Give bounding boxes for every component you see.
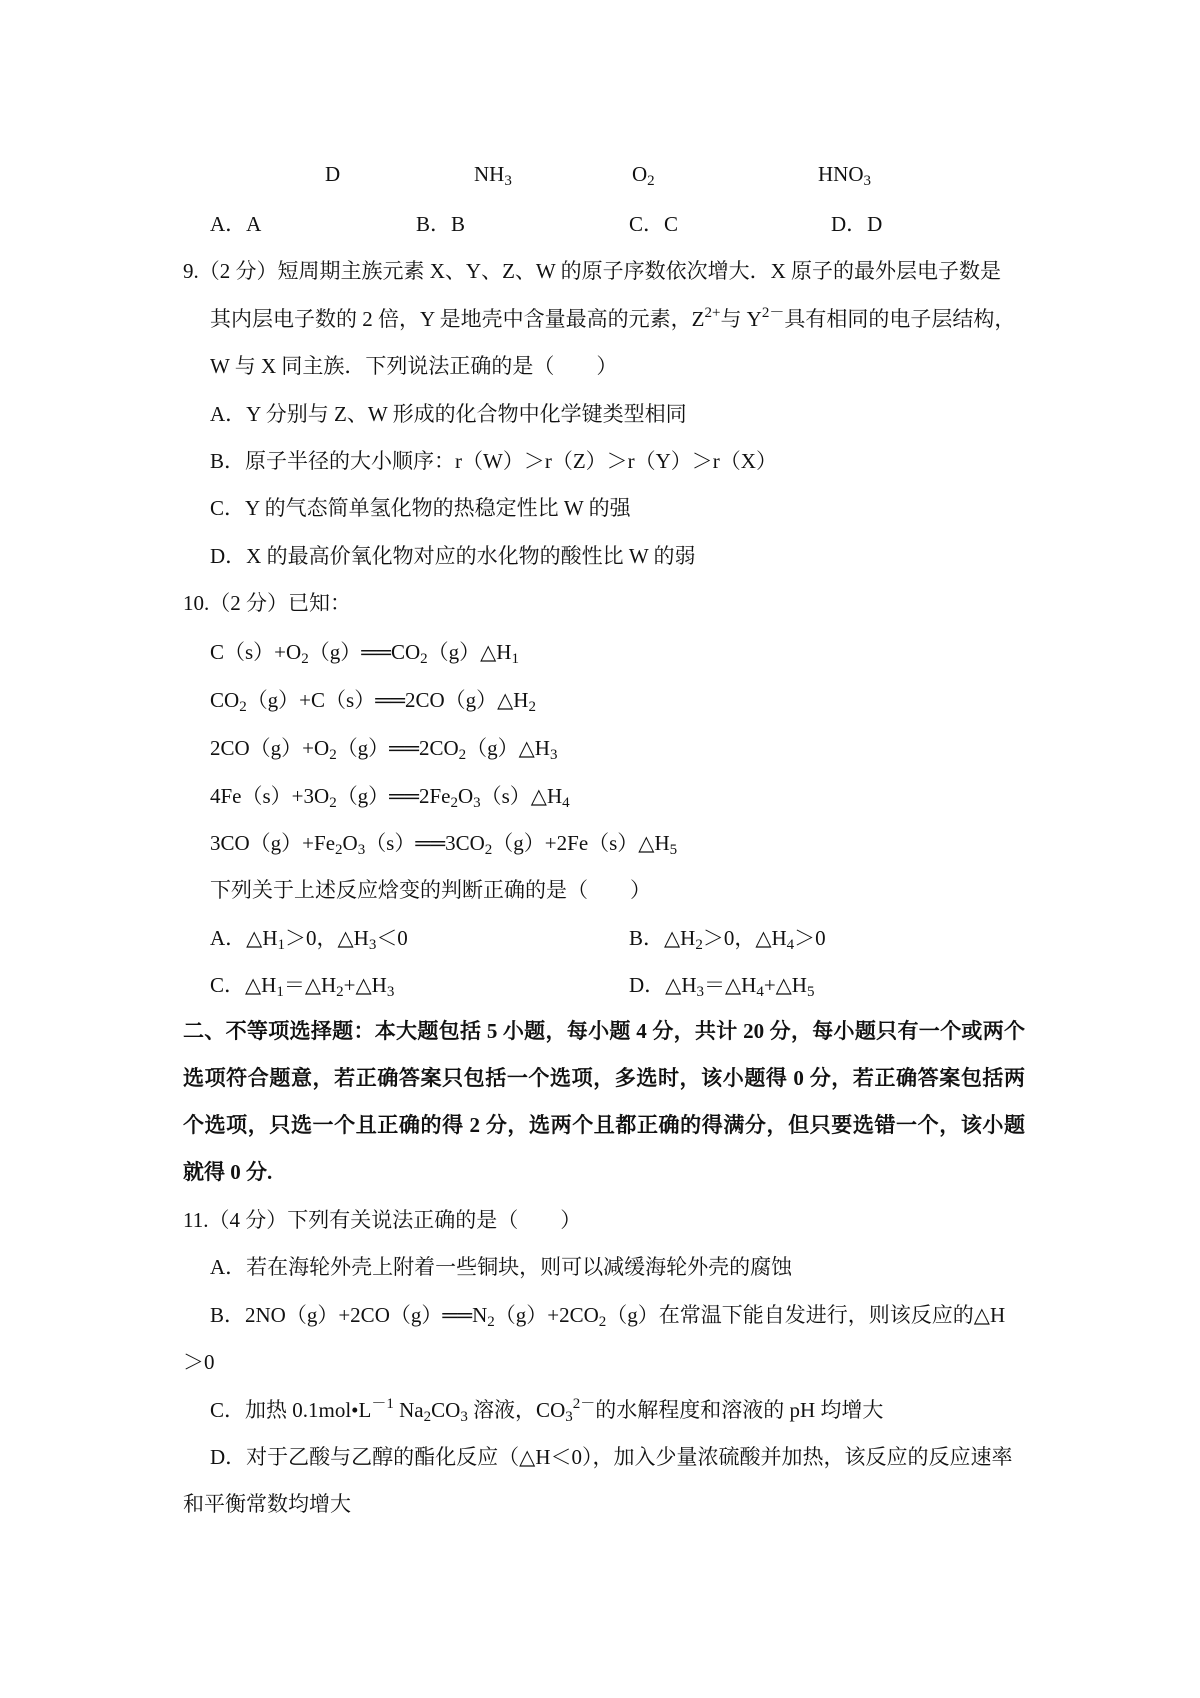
text-segment: 下列关于上述反应焓变的判断正确的是（ ） — [210, 878, 651, 902]
text-segment: ＝△H — [703, 973, 757, 997]
subscript: 2 — [598, 1314, 607, 1330]
text-segment: C．△H — [210, 973, 277, 997]
text-segment: B．△H — [629, 926, 696, 950]
subscript: 2 — [239, 699, 247, 715]
text-segment: （g）+2CO — [494, 1303, 599, 1327]
text-segment: ＝△H — [283, 973, 337, 997]
q10-equation-5 — [210, 829, 677, 857]
text-segment: 10.（2 分）已知： — [183, 591, 351, 615]
subscript: 3 — [696, 984, 704, 1000]
cell-text: D — [325, 162, 341, 186]
text-segment: A．若在海轮外壳上附着一些铜块，则可以减缓海轮外壳的腐蚀 — [210, 1255, 793, 1279]
q8-option-b: B．B — [416, 212, 466, 236]
subscript: 3 — [473, 795, 481, 811]
table-cell-d — [325, 160, 340, 188]
q10-question — [210, 876, 651, 904]
subscript: 3 — [504, 173, 512, 189]
text-segment: O — [632, 162, 648, 186]
text-segment: O — [457, 784, 474, 808]
q9-option-b — [210, 447, 777, 475]
subscript: 2 — [487, 1314, 495, 1330]
table-cell-o2 — [632, 160, 655, 188]
text-segment: 就得 0 分. — [183, 1160, 273, 1184]
subscript: 2 — [528, 699, 536, 715]
subscript: 2 — [695, 937, 703, 953]
text-segment: C．Y 的气态简单氢化物的热稳定性比 W 的强 — [210, 496, 631, 520]
text-segment: CO — [210, 688, 240, 712]
text-segment: B．2NO（g）+2CO（g）══N — [210, 1303, 488, 1327]
subscript: 3 — [368, 937, 377, 953]
q10-option-c — [210, 971, 394, 999]
q11-option-d — [210, 1443, 1012, 1471]
text-segment: Na — [393, 1398, 424, 1422]
q11-option-b-cont — [183, 1348, 215, 1376]
text-segment: 具有相同的电子层结构， — [784, 307, 1016, 331]
text-segment: 二、不等项选择题：本大题包括 5 小题，每小题 4 分，共计 20 分，每小题只有一个或两个 — [183, 1019, 1025, 1043]
q10-option-a — [210, 924, 408, 952]
text-segment: （g）△H — [466, 736, 550, 760]
q10-equation-3 — [210, 734, 557, 762]
subscript: 3 — [549, 747, 558, 763]
subscript: 2 — [423, 1409, 432, 1425]
subscript: 3 — [386, 984, 395, 1000]
superscript: －1 — [371, 1396, 394, 1412]
subscript: 4 — [562, 795, 570, 811]
q11-header — [183, 1206, 581, 1234]
section2-instructions — [183, 1017, 1025, 1045]
q10-option-b — [629, 924, 826, 952]
text-segment: （g）+C（s）══2CO（g）△H — [246, 688, 529, 712]
subscript: 2 — [420, 651, 428, 667]
text-segment: 溶液，CO — [467, 1398, 566, 1422]
section2-instructions — [183, 1158, 272, 1186]
superscript: 2+ — [704, 305, 721, 321]
q11-option-d-cont — [183, 1490, 351, 1518]
subscript: 5 — [669, 842, 678, 858]
q11-option-a — [210, 1253, 792, 1281]
text-segment: （g）══2CO — [336, 736, 459, 760]
q8-option-a: A．A — [210, 212, 262, 236]
subscript: 2 — [301, 651, 309, 667]
subscript: 2 — [329, 795, 337, 811]
text-segment: D．X 的最高价氧化物对应的水化物的酸性比 W 的弱 — [210, 544, 696, 568]
subscript: 2 — [450, 795, 458, 811]
text-segment: 其内层电子数的 2 倍，Y 是地壳中含量最高的元素，Z — [210, 307, 705, 331]
text-segment: （g）══2Fe — [336, 784, 451, 808]
q11-option-c — [210, 1396, 883, 1424]
q8-option-d: D．D — [831, 212, 883, 236]
text-segment: （g）△H — [427, 640, 512, 664]
subscript: 4 — [786, 937, 795, 953]
text-segment: C．加热 0.1mol•L — [210, 1398, 372, 1422]
subscript: 1 — [277, 937, 285, 953]
q10-option-d — [629, 971, 814, 999]
text-segment: ＜0 — [376, 926, 408, 950]
text-segment: B．原子半径的大小顺序：r（W）＞r（Z）＞r（Y）＞r（X） — [210, 449, 777, 473]
q9-option-a — [210, 400, 687, 428]
q10-header — [183, 589, 351, 617]
q9-option-d — [210, 542, 696, 570]
subscript: 2 — [329, 747, 337, 763]
text-segment: A．Y 分别与 Z、W 形成的化合物中化学键类型相同 — [210, 402, 687, 426]
subscript: 2 — [484, 842, 493, 858]
text-segment: 2CO（g）+O — [210, 736, 330, 760]
text-segment: 9.（2 分）短周期主族元素 X、Y、Z、W 的原子序数依次增大．X 原子的最外层电子数是 — [183, 259, 1002, 283]
text-segment: 选项符合题意，若正确答案只包括一个选项，多选时，该小题得 0 分，若正确答案包括两 — [183, 1066, 1025, 1090]
text-segment: C（s）+O — [210, 640, 302, 664]
text-segment: O — [342, 831, 358, 855]
text-segment: NH — [474, 162, 505, 186]
text-segment: 4Fe（s）+3O — [210, 784, 330, 808]
text-segment: 和平衡常数均增大 — [183, 1492, 351, 1516]
subscript: 3 — [460, 1409, 468, 1425]
q10-equation-1 — [210, 638, 519, 666]
subscript: 2 — [336, 984, 344, 1000]
text-segment: 3CO（g）+Fe — [210, 831, 336, 855]
text-segment: （s）△H — [480, 784, 563, 808]
q9-option-c — [210, 494, 631, 522]
subscript: 3 — [863, 173, 871, 189]
text-segment: +△H — [343, 973, 387, 997]
text-segment: 与 Y — [720, 307, 762, 331]
superscript: 2－ — [572, 1396, 596, 1412]
subscript: 5 — [806, 984, 815, 1000]
text-segment: （s）══3CO — [365, 831, 485, 855]
text-segment: +△H — [763, 973, 807, 997]
text-segment: A．△H — [210, 926, 278, 950]
text-segment: （g）在常温下能自发进行，则该反应的△H — [606, 1303, 1006, 1327]
subscript: 2 — [647, 173, 655, 189]
q11-option-b — [210, 1301, 1005, 1329]
text-segment: HNO — [818, 162, 864, 186]
q9-stem-line — [183, 257, 1001, 285]
text-segment: （g）+2Fe（s）△H — [492, 831, 670, 855]
text-segment: D．对于乙酸与乙醇的酯化反应（△H＜0），加入少量浓硫酸并加热，该反应的反应速率 — [210, 1445, 1013, 1469]
text-segment: ＞0 — [183, 1350, 215, 1374]
q8-option-c: C．C — [629, 212, 679, 236]
q9-stem-line — [210, 305, 1015, 333]
q10-equation-2 — [210, 686, 536, 714]
text-segment: ＞0，△H — [284, 926, 369, 950]
subscript: 2 — [335, 842, 343, 858]
text-segment: CO — [431, 1398, 461, 1422]
subscript: 2 — [458, 747, 467, 763]
subscript: 4 — [756, 984, 764, 1000]
table-cell-nh3 — [474, 160, 512, 188]
section2-instructions — [183, 1064, 1025, 1092]
text-segment: （g）══CO — [308, 640, 421, 664]
text-segment: 11.（4 分）下列有关说法正确的是（ ） — [183, 1208, 582, 1232]
q9-stem-line — [210, 352, 617, 380]
section2-instructions — [183, 1111, 1025, 1139]
subscript: 3 — [357, 842, 366, 858]
subscript: 1 — [276, 984, 284, 1000]
text-segment: 的水解程度和溶液的 pH 均增大 — [595, 1398, 884, 1422]
text-segment: ＞0 — [794, 926, 826, 950]
table-cell-hno3 — [818, 160, 871, 188]
subscript: 1 — [511, 651, 519, 667]
subscript: 3 — [565, 1409, 573, 1425]
text-segment: ＞0，△H — [702, 926, 787, 950]
text-segment: 个选项，只选一个且正确的得 2 分，选两个且都正确的得满分，但只要选错一个，该小题 — [183, 1113, 1025, 1137]
q10-equation-4 — [210, 782, 570, 810]
text-segment: W 与 X 同主族．下列说法正确的是（ ） — [210, 354, 618, 378]
text-segment: D．△H — [629, 973, 697, 997]
superscript: 2－ — [761, 305, 785, 321]
